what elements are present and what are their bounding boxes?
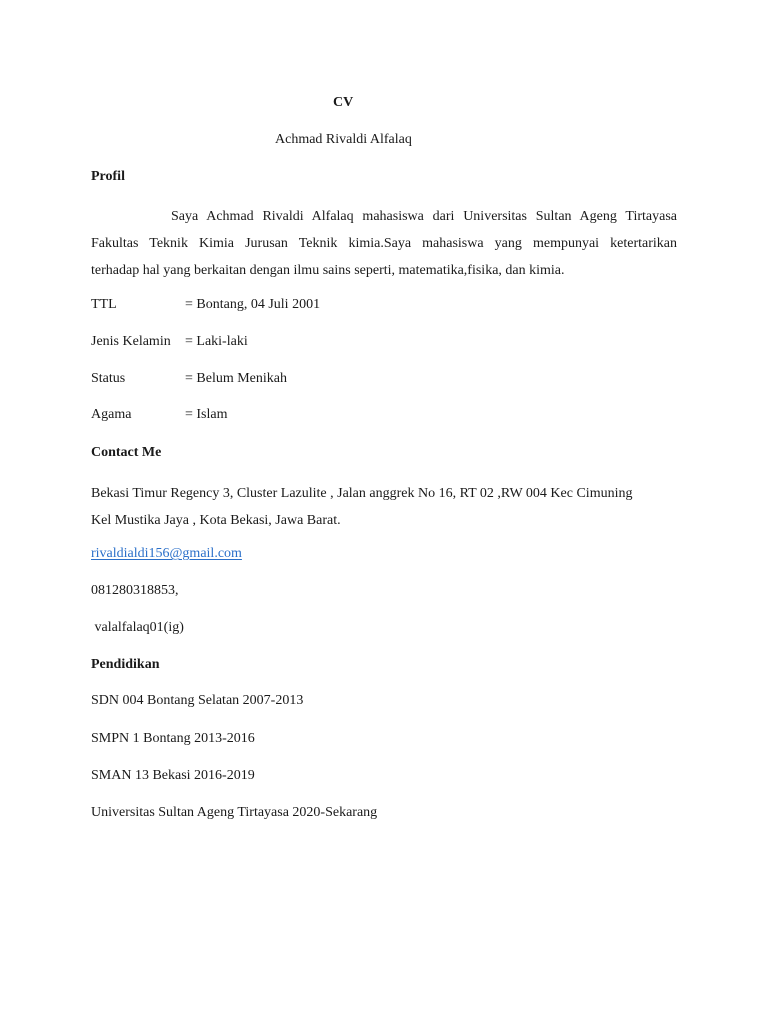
field-label-status: Status: [91, 371, 126, 386]
profile-heading: Profil: [91, 169, 125, 184]
instagram-handle: valalfalaq01(ig): [91, 620, 184, 635]
field-agama: [91, 406, 228, 424]
education-item-4: Universitas Sultan Ageng Tirtayasa 2020-Sekarang: [91, 805, 378, 820]
email-row: [91, 545, 242, 563]
field-ttl: [91, 296, 320, 314]
field-status: [91, 370, 287, 388]
field-label-ttl: TTL: [91, 297, 117, 312]
field-jenis-kelamin: [91, 333, 248, 351]
field-label-agama: Agama: [91, 407, 132, 422]
profile-line-3: terhadap hal yang berkaitan dengan ilmu sains seperti, matematika,fisika, dan kimia.: [91, 263, 565, 278]
field-value-ttl: = Bontang, 04 Juli 2001: [185, 297, 321, 312]
field-value-agama: = Islam: [185, 407, 228, 422]
phone-number: 081280318853,: [91, 583, 179, 598]
email-link[interactable]: rivaldialdi156@gmail.com: [91, 546, 242, 561]
field-label-jenis-kelamin: Jenis Kelamin: [91, 334, 171, 349]
address-line-1: Bekasi Timur Regency 3, Cluster Lazulite , Jalan anggrek No 16, RT 02 ,RW 004 Kec Cimuning: [91, 486, 633, 501]
profile-line-1: Saya Achmad Rivaldi Alfalaq mahasiswa dari Universitas Sultan Ageng Tirtayasa: [171, 209, 677, 224]
address: [91, 480, 677, 534]
education-item-2: SMPN 1 Bontang 2013-2016: [91, 731, 255, 746]
address-line-2: Kel Mustika Jaya , Kota Bekasi, Jawa Barat.: [91, 513, 341, 528]
cv-title: CV: [333, 95, 354, 110]
cv-name: Achmad Rivaldi Alfalaq: [275, 132, 412, 147]
field-value-jenis-kelamin: = Laki-laki: [185, 334, 248, 349]
field-value-status: = Belum Menikah: [185, 371, 287, 386]
education-item-1: SDN 004 Bontang Selatan 2007-2013: [91, 693, 304, 708]
profile-paragraph: [91, 203, 677, 284]
education-item-3: SMAN 13 Bekasi 2016-2019: [91, 768, 255, 783]
contact-heading: Contact Me: [91, 445, 162, 460]
profile-line-2: Fakultas Teknik Kimia Jurusan Teknik kimia.Saya mahasiswa yang mempunyai ketertarikan: [91, 236, 677, 251]
education-heading: Pendidikan: [91, 657, 160, 672]
